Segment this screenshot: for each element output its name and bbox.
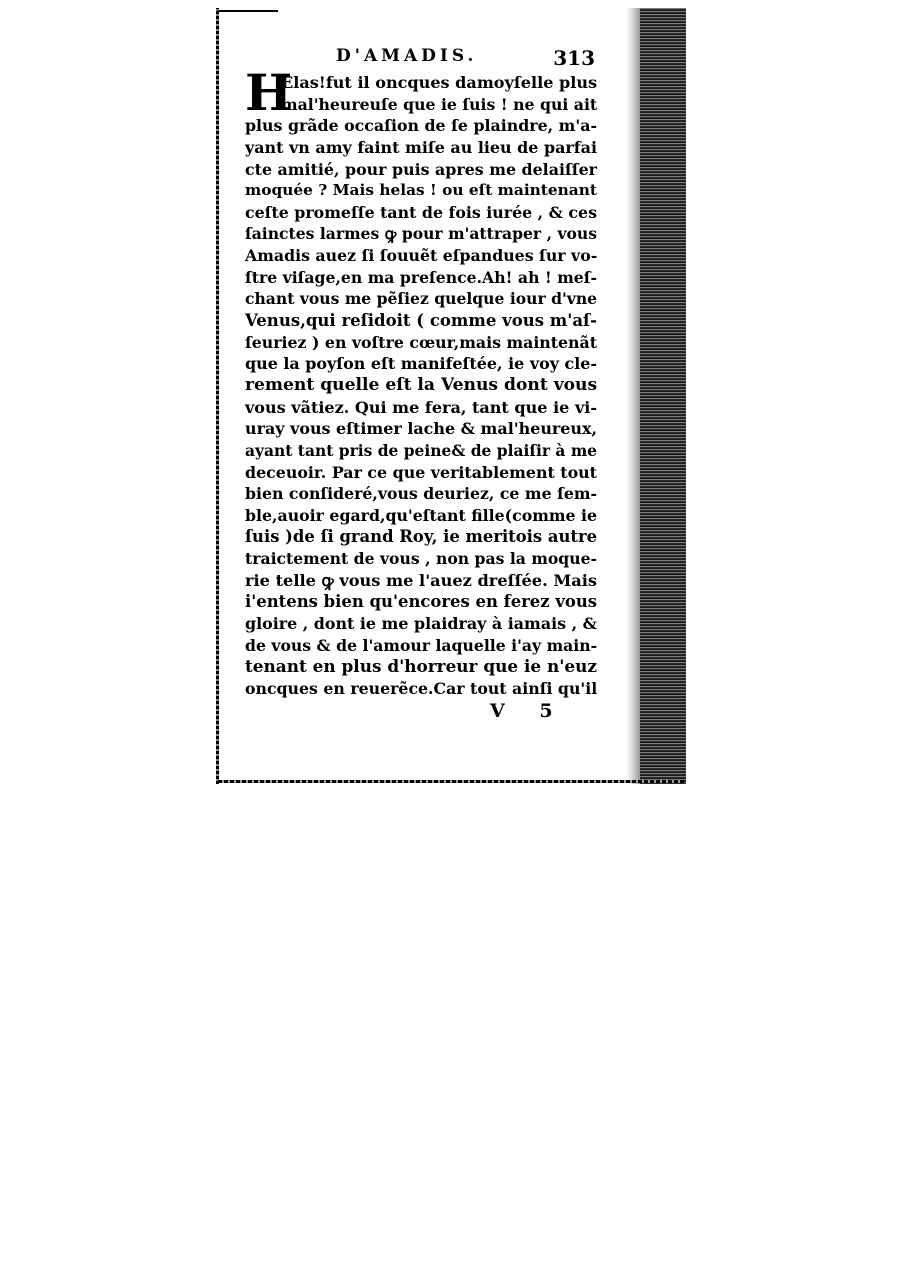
text-line: deceuoir. Par ce que veritablement tout — [245, 462, 597, 482]
text-line: moquée ? Mais helas ! ou eſt maintenant — [245, 181, 597, 200]
page-top-edge — [218, 10, 278, 12]
text-line: mal'heureuſe que ie ſuis ! ne qui ait — [281, 94, 598, 114]
text-line: ceſte promeſſe tant de fois iurée , & ces — [245, 202, 597, 222]
text-line: vous vãtiez. Qui me fera, tant que ie vi- — [245, 397, 597, 417]
text-line: uray vous eſtimer lache & mal'heureux, — [245, 419, 598, 439]
page-bottom-edge — [218, 780, 684, 783]
text-line: rie telle ꝙ vous me l'auez dreſſée. Mais — [245, 570, 597, 590]
text-line: traictement de vous , non pas la moque- — [245, 549, 597, 569]
running-head: D'AMADIS. — [336, 46, 478, 66]
body-text — [245, 63, 598, 700]
text-line: bien conſideré,vous deuriez, ce me ſem- — [245, 484, 597, 504]
page-header — [250, 46, 595, 72]
text-line: oncques en reuerẽce.Car tout ainſi qu'il — [245, 678, 598, 698]
page-number: 313 — [553, 46, 595, 70]
text-line: Amadis auez ſi ſouuẽt eſpandues ſur vo- — [245, 246, 598, 266]
text-line: cte amitié, pour puis apres me delaiſſer — [245, 159, 597, 179]
text-line: de vous & de l'amour laquelle i'ay main- — [245, 635, 598, 655]
page-right-edge — [640, 8, 686, 784]
text-line: tenant en plus d'horreur que ie n'euz — [245, 656, 597, 677]
text-line: i'entens bien qu'encores en ferez vous — [245, 592, 598, 612]
text-line: que la poyſon eſt manifeſtée, ie voy cle- — [245, 354, 597, 374]
text-line: Elas!fut il oncques damoyſelle plus — [281, 73, 598, 92]
signature-mark: V 5 — [490, 700, 567, 722]
text-line: ſuis )de ſi grand Roy, ie meritois autre — [245, 527, 598, 547]
drop-cap: H — [245, 63, 293, 122]
page-left-edge — [216, 8, 219, 784]
text-line: Venus,qui reſidoit ( comme vous m'aſ- — [245, 310, 597, 331]
text-line: yant vn amy faint miſe au lieu de parfai — [245, 137, 597, 157]
text-line: ſeuriez ) en voſtre cœur,mais maintenãt — [245, 332, 597, 352]
text-line: gloire , dont ie me plaidray à iamais , & — [245, 614, 598, 634]
text-line: chant vous me pẽſiez quelque iour d'vne — [245, 289, 598, 309]
text-line: ſtre viſage,en ma preſence.Ah! ah ! meſ- — [245, 267, 597, 287]
text-line: ble,auoir egard,qu'eſtant fille(comme ie — [245, 505, 598, 525]
text-line: ayant tant pris de peine& de plaiſir à me — [245, 440, 598, 460]
text-line: plus grãde occaſion de ſe plaindre, m'a- — [245, 116, 597, 136]
text-line: rement quelle eſt la Venus dont vous — [245, 374, 598, 395]
text-line: ſainctes larmes ꝙ pour m'attraper , vous — [245, 224, 597, 244]
